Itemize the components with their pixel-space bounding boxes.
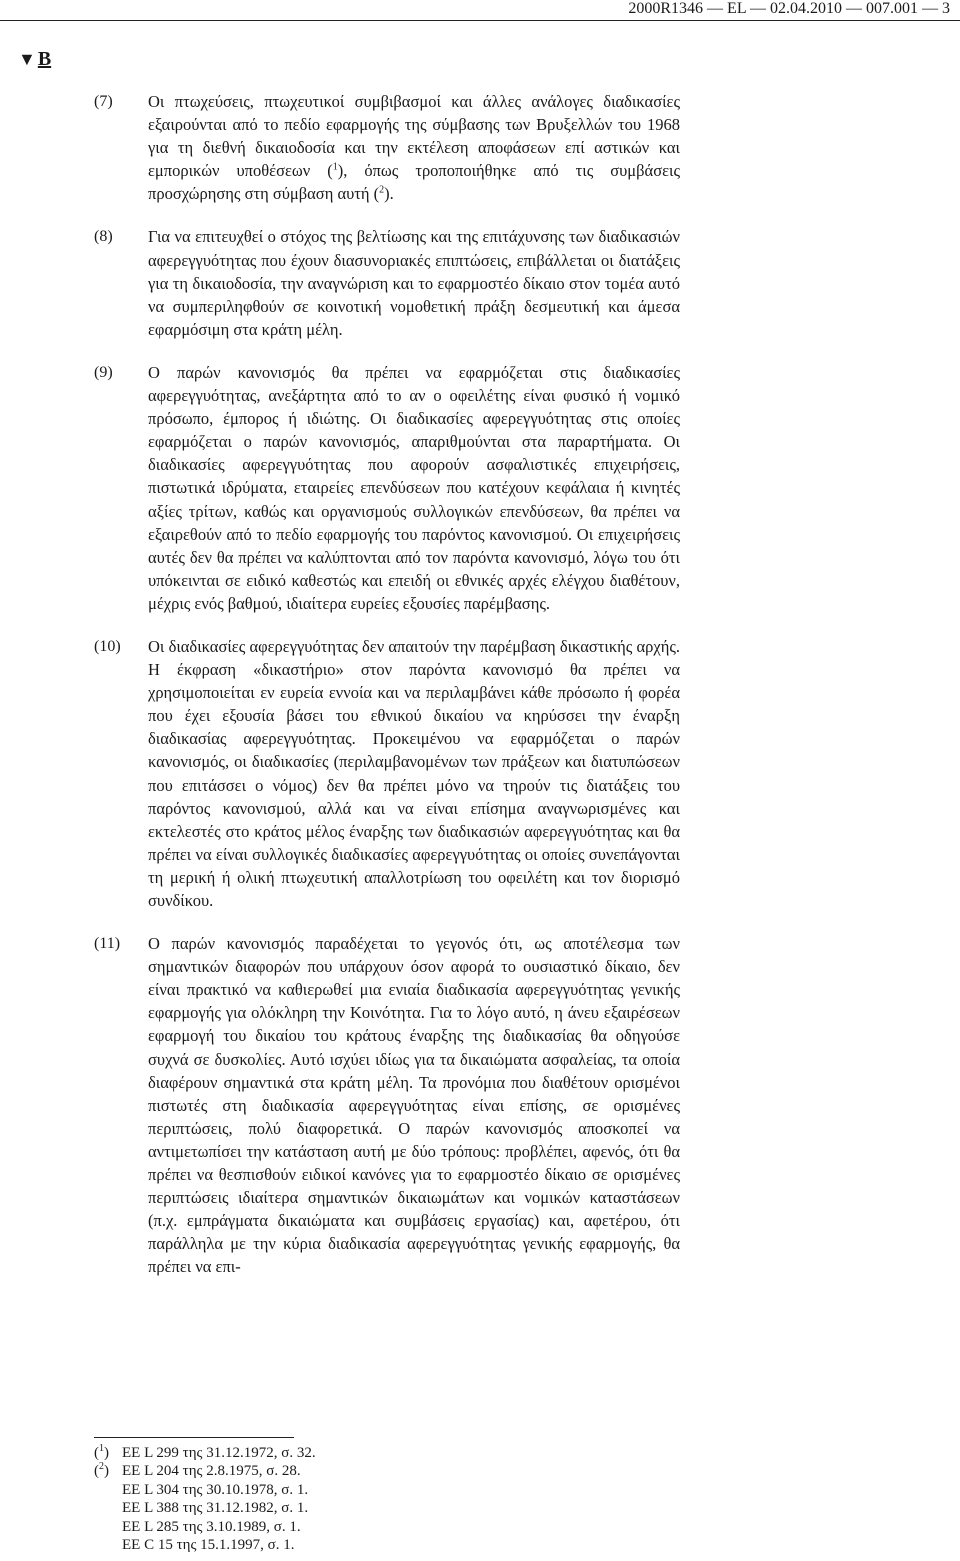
recital-number: (10) [94, 637, 121, 655]
header-divider [0, 20, 960, 21]
recital-11 [94, 932, 680, 1278]
recital-number: (7) [94, 93, 113, 110]
amendment-marker [18, 47, 51, 71]
footnote-2-cont [94, 1499, 494, 1517]
recital-8 [94, 225, 680, 340]
recital-7 [94, 90, 680, 205]
recital-number: (9) [94, 363, 113, 381]
footnote-text: EE L 285 της 3.10.1989, σ. 1. [122, 1518, 301, 1535]
footnote-divider [94, 1437, 294, 1438]
footnote-ref-2[interactable]: 2 [379, 184, 385, 196]
footnote-text: EE L 388 της 31.12.1982, σ. 1. [122, 1500, 309, 1517]
recital-text: Οι διαδικασίες αφερεγγυότητας δεν απαιτούν την παρέμβαση δικαστικής αρχής. Η έκφραση «δικαστήριο» στον παρόντα κανονισμό θα πρέπει να χρησιμοποιείται εν ευρεία εννοία και να περιλαμβάνει κάθε πρόσωπο ή φορέα που έχει εξουσία βάσει του εθνικού δικαίου να κηρύσσει την έναρξη διαδικασίας αφερεγγυότητας. Προκειμένου να εφαρμόζεται ο παρών κανονισμός, οι διαδικασίες (περιλαμβανομένων των πράξεων και διατυπώσεων που επιτάσσει ο νόμος) δεν θα πρέπει μόνο να τηρούν τις διατάξεις του παρόντος κανονισμού, αλλά και να είναι επίσημα αναγνωρισμένες και εκτελεστές στο κράτος μέλος έναρξης των διαδικασιών αφερεγγυότητας και θα πρέπει να είναι συλλογικές διαδικασίες αφερεγγυότητας οι οποίες συνεπάγονται τη μερική ή ολική πτωχευτική απαλλοτρίωση του οφειλέτη και τον διορισμό συνδίκου. [148, 636, 680, 910]
recital-9 [94, 361, 680, 615]
marker-letter: B [37, 48, 52, 70]
recital-10 [94, 635, 680, 912]
footnote-ref-1[interactable]: 1 [332, 161, 338, 173]
footnote-text: EE L 299 της 31.12.1972, σ. 32. [122, 1445, 316, 1461]
recital-text: Οι πτωχεύσεις, πτωχευτικοί συμβιβασμοί και άλλες ανάλογες διαδικασίες εξαιρούνται από το πεδίο εφαρμογής της σύμβασης των Βρυξελλών του 1968 για τη διεθνή δικαιοδοσία και την εκτέλεση αποφάσεων επί αστικών και εμπορικών υποθέσεων ($^1$), όπως τροποποιήθηκε από τις συμβάσεις προσχώρησης στη σύμβαση αυτή ($^2$). [148, 92, 680, 204]
footnote-text: EE L 304 της 30.10.1978, σ. 1. [122, 1481, 309, 1498]
footnotes [94, 1444, 494, 1554]
footnote-number: 1 [99, 1443, 104, 1454]
footnote-text: EE C 15 της 15.1.1997, σ. 1. [122, 1537, 295, 1554]
recital-text: Ο παρών κανονισμός παραδέχεται το γεγονός ότι, ως αποτέλεσμα των σημαντικών διαφορών που υπάρχουν όσον αφορά το ουσιαστικό δίκαιο, δεν είναι πρακτικό να καθιερωθεί μια ενιαία διαδικασία αφερεγγυότητας γενικής εφαρμογής για ολόκληρη την Κοινότητα. Για το λόγο αυτό, η άνευ εξαιρέσεων εφαρμογή του δικαίου του κράτους έναρξης της διαδικασίας θα οδηγούσε συχνά σε δυσκολίες. Αυτό ισχύει ιδίως για τα δικαιώματα ασφαλείας, τα οποία διαφέρουν σημαντικά στα κράτη μέλη. Τα προνόμια που διαθέτουν ορισμένοι πιστωτές στη διαδικασία αφερεγγυότητας είναι επίσης, σε ορισμένες περιπτώσεις, πολύ διαφορετικά. Ο παρών κανονισμός αποσκοπεί να αντιμετωπίσει την κατάσταση αυτή με δύο τρόπους: προβλέπει, αφενός, ότι θα πρέπει να θεσπισθούν ειδικοί κανόνες για το εφαρμοστέο δίκαιο σε ορισμένες περιπτώσεις ιδιαίτερα σημαντικών δικαιωμάτων και νομικών καταστάσεων (π.χ. εμπράγματα δικαιώματα και συμβάσεις εργασίας) και, αφετέρου, ότι παράλληλα με την κύρια διαδικασία αφερεγγυότητας γενικής εφαρμογής, θα πρέπει να επι- [148, 934, 680, 1277]
footnote-2-cont [94, 1481, 494, 1499]
recitals-body [94, 90, 680, 1299]
footnote-text: EE L 204 της 2.8.1975, σ. 28. [122, 1463, 301, 1480]
footnote-2-cont [94, 1518, 494, 1536]
recital-number: (11) [94, 935, 121, 953]
document-header: 2000R1346 — EL — 02.04.2010 — 007.001 — 3 [628, 0, 950, 17]
footnote-number: 2 [99, 1461, 104, 1473]
recital-text: Για να επιτευχθεί ο στόχος της βελτίωσης και της επιτάχυνσης των διαδικασιών αφερεγγυότητας που έχουν διασυνοριακές επιπτώσεις, επιβάλλεται οι διατάξεις για τη δικαιοδοσία, την αναγνώριση και το εφαρμοστέο δίκαιο στον τομέα αυτό να συμπεριληφθούν σε κοινοτική νομοθετική πράξη δεσμευτική και άμεσα εφαρμόσιμη στα κράτη μέλη. [148, 227, 680, 339]
recital-text: Ο παρών κανονισμός θα πρέπει να εφαρμόζεται στις διαδικασίες αφερεγγυότητας, ανεξάρτητα από το αν ο οφειλέτης είναι φυσικό ή νομικό πρόσωπο, έμπορος ή ιδιώτης. Οι διαδικασίες αφερεγγυότητας στις οποίες εφαρμόζεται ο παρών κανονισμός, απαριθμούνται στα παραρτήματα. Οι διαδικασίες αφερεγγυότητας που αφορούν ασφαλιστικές επιχειρήσεις, πιστωτικά ιδρύματα, εταιρείες επενδύσεων που κατέχουν κεφάλαια ή κινητές αξίες τρίτων, καθώς και οργανισμούς συλλογικών επενδύσεων, θα πρέπει να εξαιρεθούν από το πεδίο εφαρμογής του παρόντος κανονισμού. Οι επιχειρήσεις αυτές δεν θα πρέπει να καλύπτονται από τον παρόντα κανονισμό, λόγω του ότι υπόκεινται σε ειδικό καθεστώς και επειδή οι εθνικές αρχές ελέγχου διαθέτουν, μέχρις ενός βαθμού, ιδιαίτερα ευρείες εξουσίες παρέμβασης. [148, 362, 680, 613]
footnote-2-cont [94, 1536, 494, 1554]
footnote-1: ($^1$) EE L 299 της 31.12.1972, σ. 32. [94, 1443, 316, 1461]
footnote-2: ($^2$) EE L 204 της 2.8.1975, σ. 28. [94, 1461, 301, 1480]
recital-number: (8) [94, 228, 113, 246]
triangle-down-icon: ▼ [18, 49, 36, 69]
